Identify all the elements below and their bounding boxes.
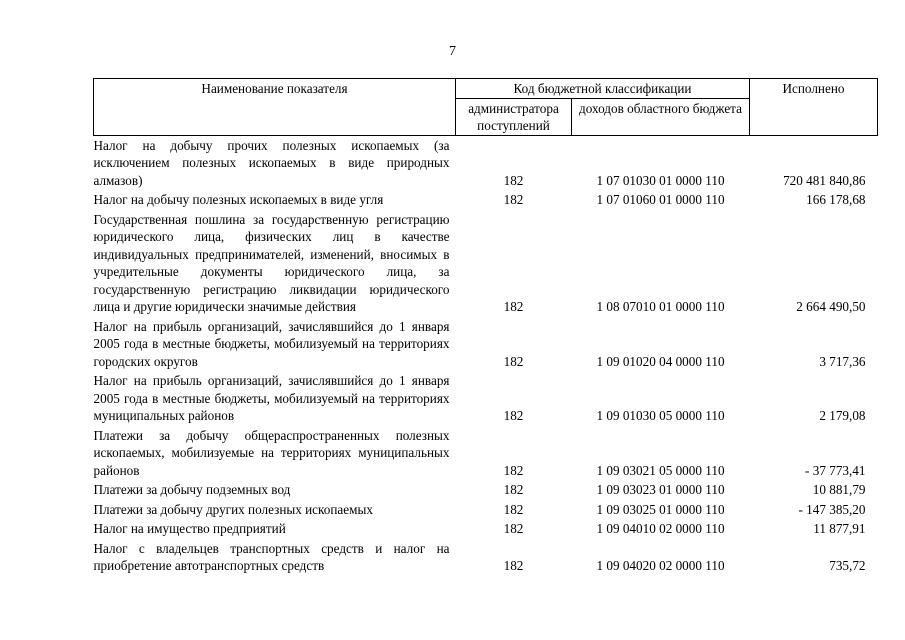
row-executed: - 147 385,20 — [798, 501, 866, 517]
table-row — [94, 210, 878, 317]
row-executed: - 37 773,41 — [805, 462, 866, 478]
row-admin-code: 182 — [503, 521, 524, 536]
row-executed: 720 481 840,86 — [783, 172, 866, 188]
row-executed: 3 717,36 — [819, 353, 866, 369]
header-admin: администратора поступлений — [456, 98, 572, 135]
table-header — [94, 79, 878, 136]
row-name: Платежи за добычу общераспространенных полезных ископаемых, мобилизуемые на территориях муниципальных районов — [93, 427, 450, 478]
row-name: Платежи за добычу подземных вод — [93, 482, 291, 497]
row-budget-code: 1 09 04020 02 0000 110 — [596, 558, 725, 573]
budget-table — [93, 78, 878, 576]
table-body — [94, 135, 878, 576]
row-executed: 735,72 — [829, 558, 866, 573]
row-name: Налог на добычу прочих полезных ископаемых (за исключением полезных ископаемых в виде природных алмазов) — [93, 137, 450, 188]
row-executed: 2 179,08 — [819, 408, 866, 423]
row-admin-code: 182 — [503, 501, 524, 517]
row-admin-code: 182 — [503, 558, 524, 573]
row-admin-code: 182 — [503, 172, 524, 188]
row-executed: 166 178,68 — [806, 192, 866, 207]
row-budget-code: 1 09 03025 01 0000 110 — [596, 501, 725, 517]
row-name: Государственная пошлина за государственную регистрацию юридического лица, физических лиц в качестве индивидуальных предпринимателей, изменений, вносимых в учредительные документы юридического лица, за государственную регистрацию ликвидации юридического лица и другие юридически значимые действия — [93, 211, 450, 314]
row-admin-code: 182 — [503, 192, 524, 207]
row-name: Налог на прибыль организаций, зачислявшийся до 1 января 2005 года в местные бюджеты, мобилизуемый на территориях городских округов — [93, 318, 450, 369]
row-admin-code: 182 — [503, 353, 524, 369]
row-name: Налог с владельцев транспортных средств и налог на приобретение автотранспортных средств — [93, 540, 450, 573]
row-budget-code: 1 09 03021 05 0000 110 — [596, 462, 725, 478]
row-name: Платежи за добычу других полезных ископаемых — [93, 501, 373, 517]
table-row — [94, 500, 878, 520]
table-row — [94, 480, 878, 500]
row-name: Налог на прибыль организаций, зачислявшийся до 1 января 2005 года в местные бюджеты, мобилизуемый на территориях муниципальных районов — [93, 373, 450, 423]
header-executed: Исполнено — [750, 79, 878, 136]
row-admin-code: 182 — [503, 482, 524, 497]
row-executed: 10 881,79 — [812, 482, 866, 497]
row-budget-code: 1 08 07010 01 0000 110 — [596, 299, 725, 314]
row-admin-code: 182 — [503, 408, 524, 423]
row-name: Налог на добычу полезных ископаемых в виде угля — [93, 192, 384, 207]
row-admin-code: 182 — [503, 462, 524, 478]
page-number: 7 — [449, 44, 456, 59]
table-row — [94, 371, 878, 426]
row-executed: 2 664 490,50 — [796, 299, 866, 314]
row-budget-code: 1 07 01060 01 0000 110 — [596, 192, 725, 207]
table-row — [94, 539, 878, 576]
row-budget-code: 1 09 03023 01 0000 110 — [596, 482, 725, 497]
header-income: доходов областного бюджета — [572, 98, 750, 135]
row-budget-code: 1 09 01030 05 0000 110 — [596, 408, 725, 423]
table-row — [94, 135, 878, 190]
table-row — [94, 519, 878, 539]
row-name: Налог на имущество предприятий — [93, 521, 286, 536]
header-code-group: Код бюджетной классификации — [456, 79, 750, 99]
header-name: Наименование показателя — [94, 79, 456, 136]
table-row — [94, 190, 878, 210]
row-budget-code: 1 09 01020 04 0000 110 — [596, 353, 725, 369]
table-row — [94, 426, 878, 481]
row-budget-code: 1 09 04010 02 0000 110 — [596, 521, 725, 536]
row-executed: 11 877,91 — [813, 521, 866, 536]
row-admin-code: 182 — [503, 299, 524, 314]
table-row — [94, 317, 878, 372]
row-budget-code: 1 07 01030 01 0000 110 — [596, 172, 725, 188]
